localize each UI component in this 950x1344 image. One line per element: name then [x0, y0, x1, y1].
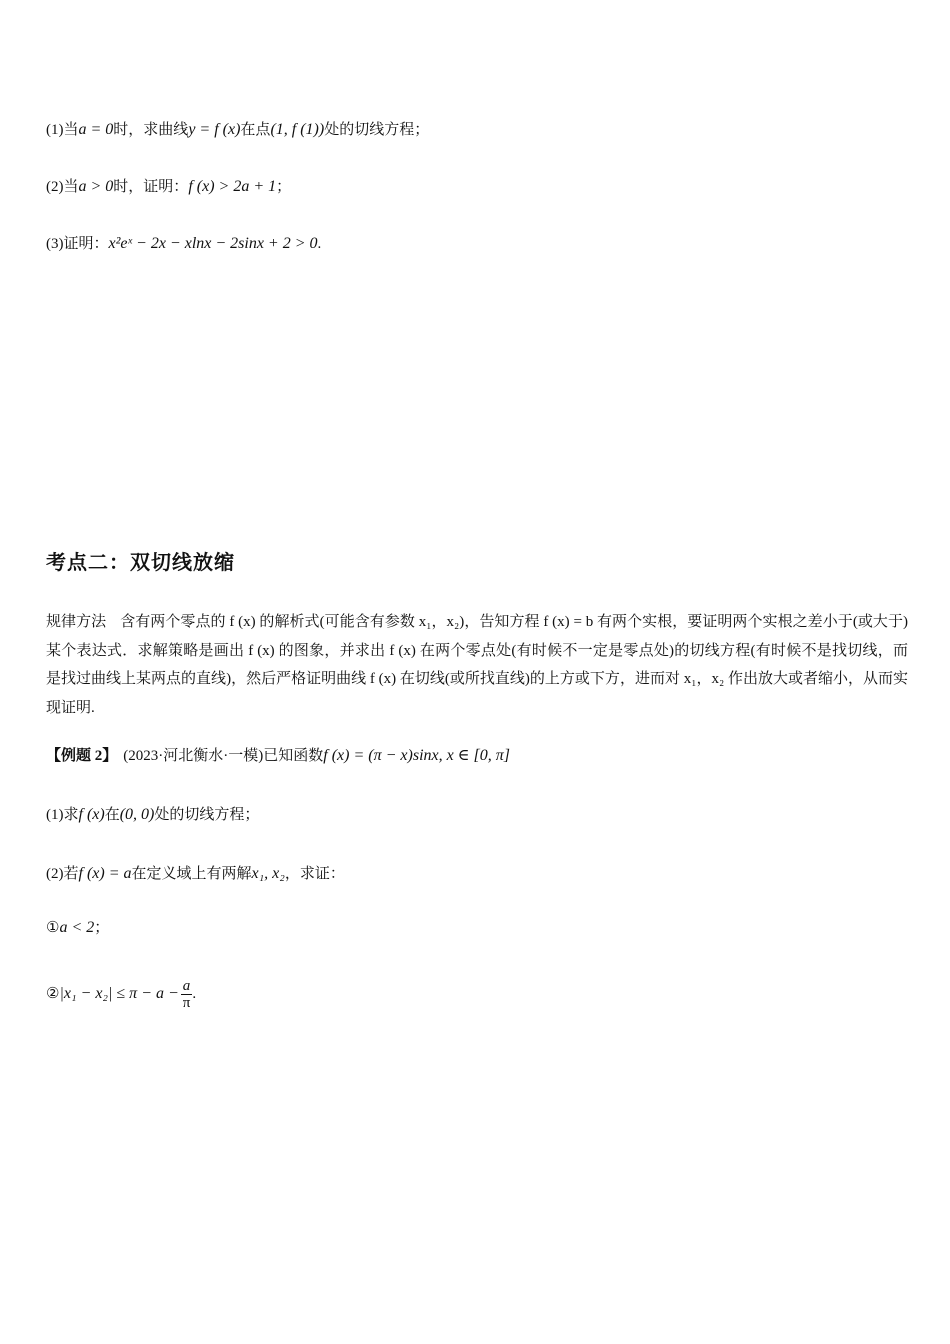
part-3-expression: x²eˣ − 2x − xlnx − 2sinx + 2 > 0 [108, 235, 318, 252]
question-2b [46, 978, 196, 1011]
part-2-condition: a > 0 [78, 178, 114, 195]
example-source: (2023·河北衡水·一模) [123, 748, 264, 764]
q1-at: 在 [104, 807, 120, 823]
part-1-tail: 处的切线方程； [324, 122, 430, 138]
question-part-3 [46, 234, 321, 254]
method-paragraph [46, 608, 908, 722]
q2-mid: 在定义域上有两解 [131, 866, 252, 882]
q2b-fraction [181, 978, 193, 1011]
part-2-expression: f (x) > 2a + 1 [188, 178, 277, 195]
q2-roots: x₁, x₂ [251, 865, 285, 882]
part-1-mid: 时，求曲线 [113, 122, 189, 138]
q1-point: (0, 0) [119, 806, 155, 823]
example-function: f (x) = (π − x)sinx, x ∈ [0, π] [323, 747, 511, 764]
q2-equation: f (x) = a [78, 865, 132, 882]
part-1-curve: y = f (x) [188, 121, 241, 138]
q2b-fraction-denominator: π [182, 995, 191, 1011]
part-2-tail: ； [276, 179, 292, 195]
part-2-mid: 时，证明： [113, 179, 189, 195]
question-part-2 [46, 177, 291, 197]
part-3-label: (3)证明： [46, 236, 109, 252]
part-3-tail: . [317, 236, 322, 252]
example-line [46, 746, 510, 766]
q2a-mark: ① [46, 920, 60, 936]
part-1-label: (1)当 [46, 122, 79, 138]
q1-function: f (x) [78, 806, 105, 823]
question-2 [46, 864, 345, 884]
q2a-expression: a < 2 [59, 919, 95, 936]
part-1-at: 在点 [240, 122, 271, 138]
part-1-point: (1, f (1)) [270, 121, 325, 138]
q2b-tail: . [192, 985, 197, 1002]
q1-tail: 处的切线方程； [154, 807, 260, 823]
question-1 [46, 805, 259, 825]
q2a-tail: ； [94, 920, 110, 936]
part-2-label: (2)当 [46, 179, 79, 195]
section-heading: 考点二：双切线放缩 [46, 550, 235, 574]
q2-label: (2)若 [46, 866, 79, 882]
example-label: 【例题 2】 [46, 748, 118, 764]
q2b-mark: ② [46, 985, 60, 1002]
q1-label: (1)求 [46, 807, 79, 823]
method-label: 规律方法 [46, 614, 107, 630]
question-2a [46, 918, 109, 938]
q2b-fraction-numerator: a [181, 978, 193, 995]
question-part-1 [46, 120, 429, 140]
part-1-condition: a = 0 [78, 121, 114, 138]
q2-tail: ，求证： [284, 866, 345, 882]
method-text: 含有两个零点的 f (x) 的解析式(可能含有参数 x₁，x₂)，告知方程 f (x) = b 有两个实根，要证明两个实根之差小于(或大于)某个表达式．求解策略是画出 f (x) 的图象，并求出 f (x) 在两个零点处(有时候不一定是零点处)的切线方程(有时候不是找切线，而是找过曲线上某两点的直线)，然后严格证明曲线 f (x) 在切线(或所找直线)的上方或下方，进而对 x₁，x₂ 作出放大或者缩小，从而实现证明. [46, 614, 908, 716]
q2b-expression: |x₁ − x₂| ≤ π − a − [59, 984, 179, 1002]
example-intro: 已知函数 [263, 748, 324, 764]
